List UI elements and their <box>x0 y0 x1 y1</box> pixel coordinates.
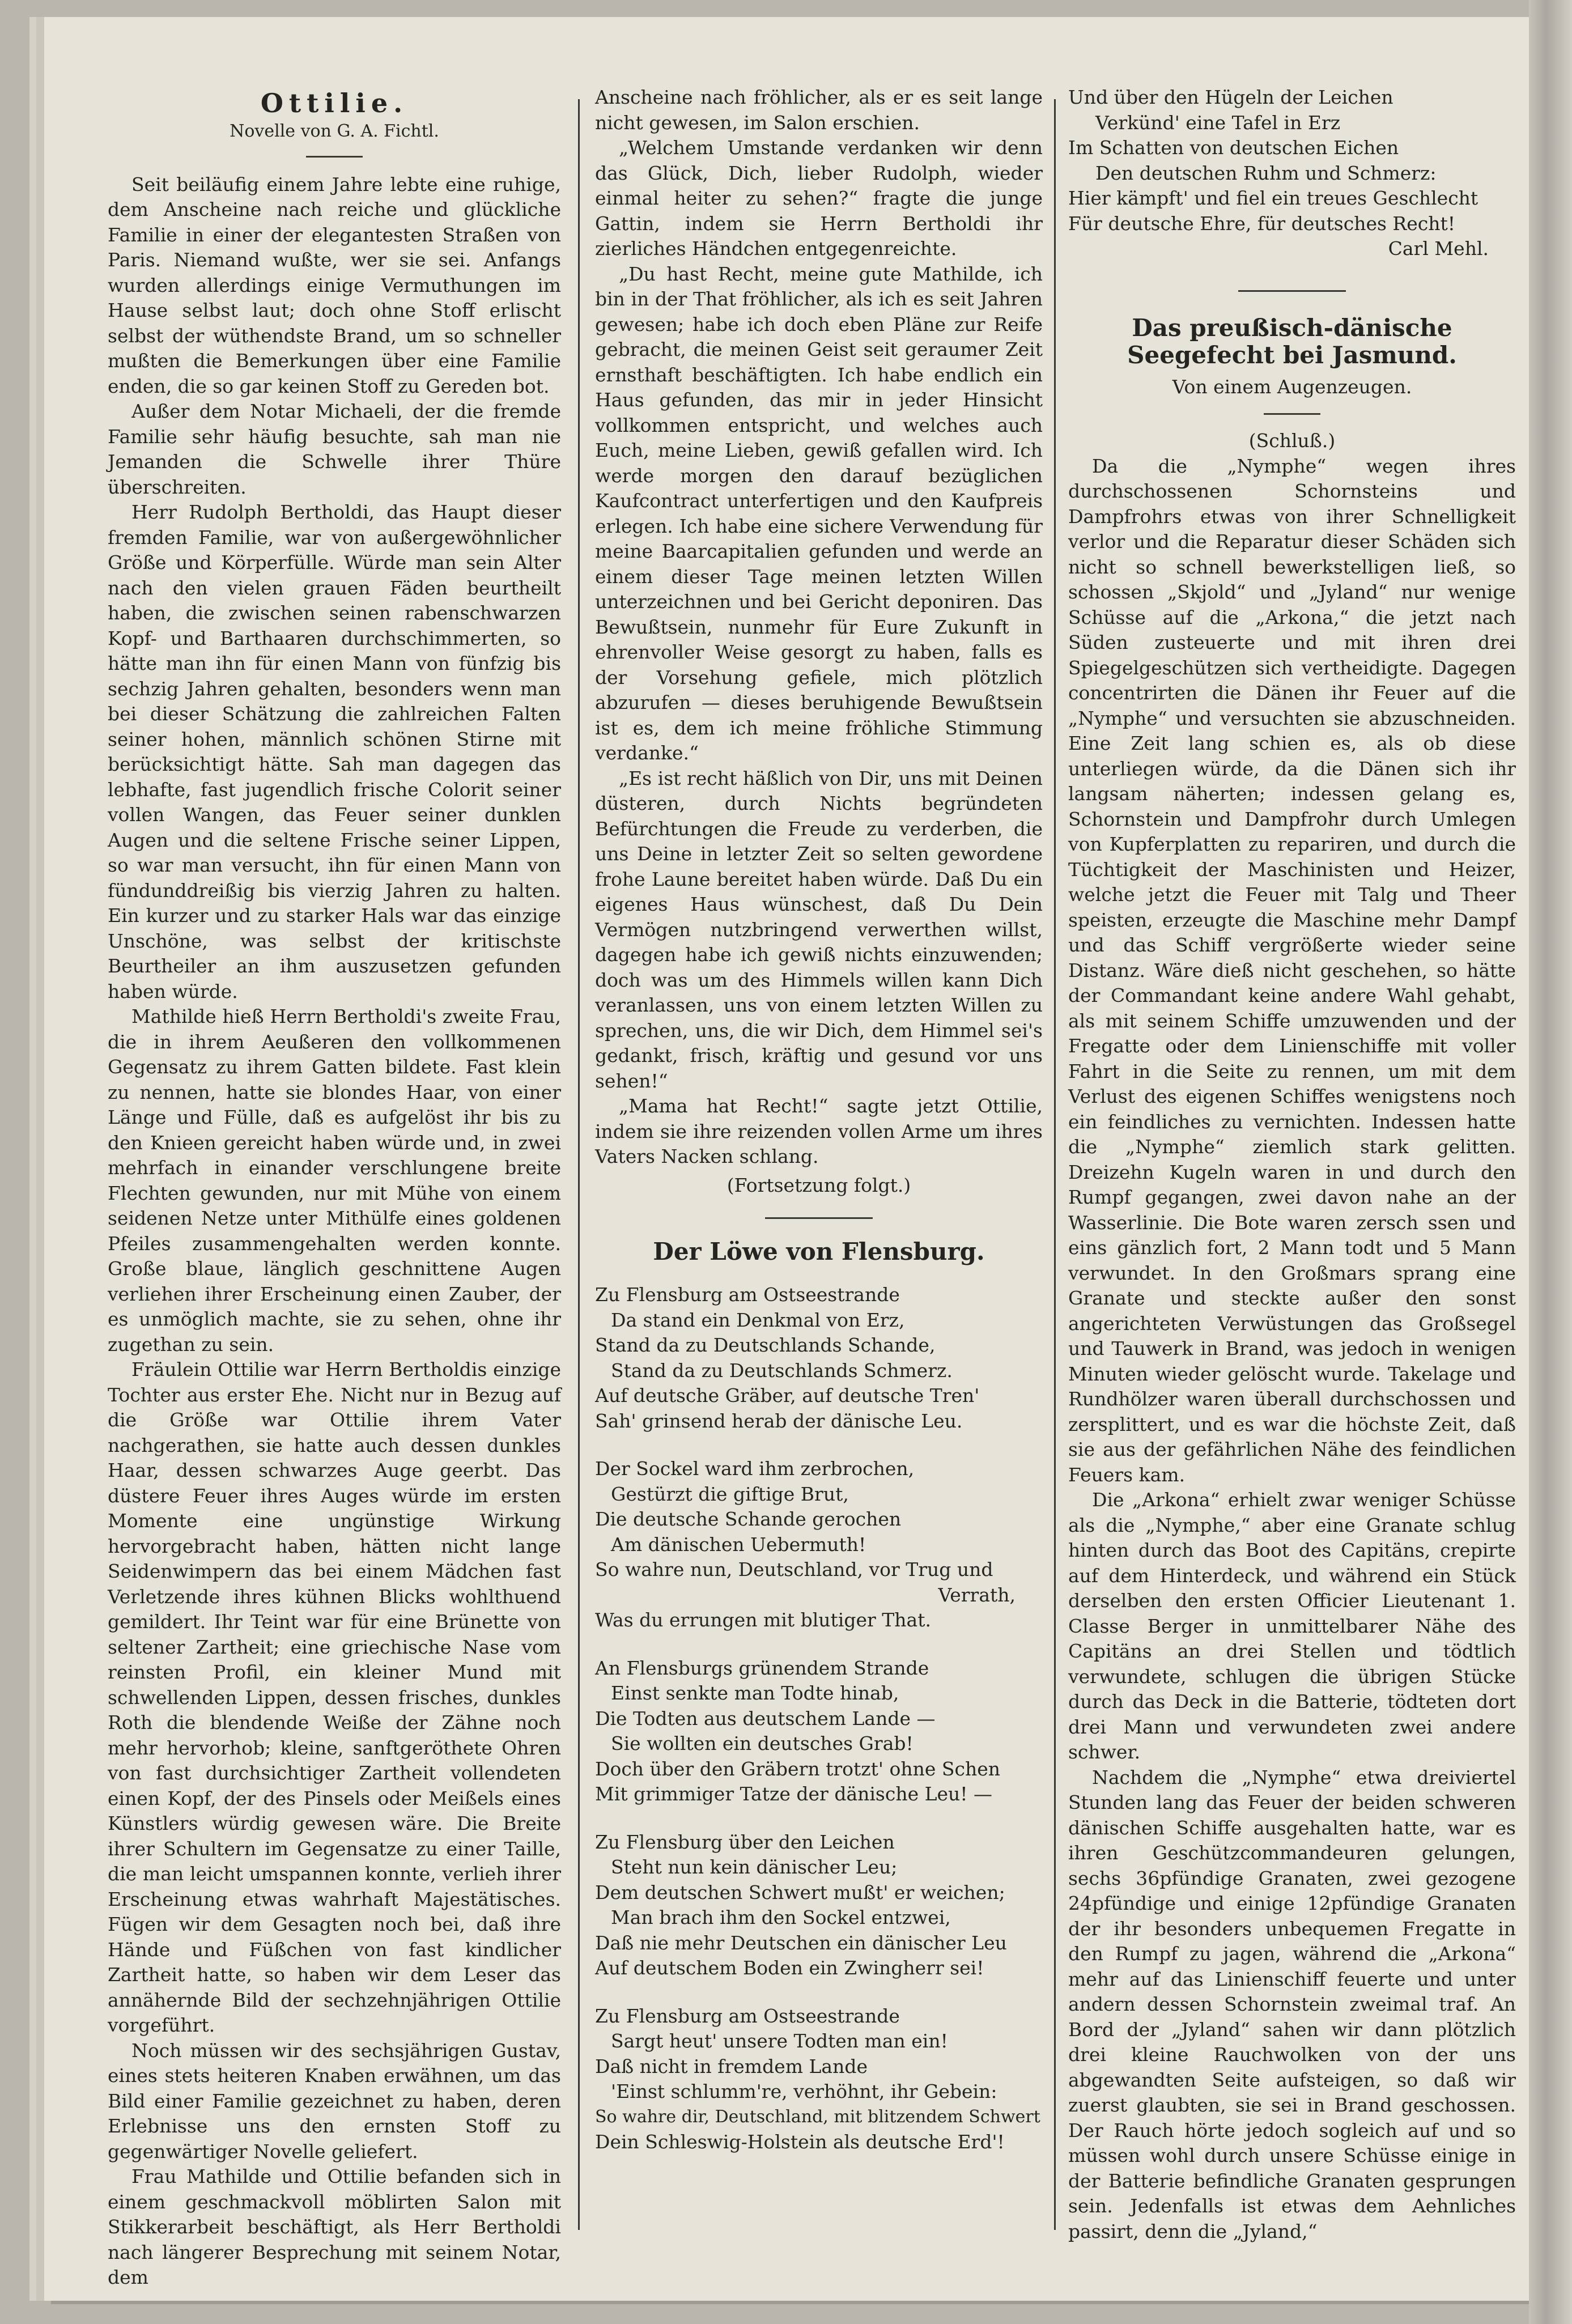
poem-line: Im Schatten von deutschen Eichen <box>1068 137 1399 159</box>
poem <box>595 1282 1043 2155</box>
poem-line: Was du errungen mit blutiger That. <box>595 1609 931 1631</box>
poem-line: Auf deutschem Boden ein Zwingherr sei! <box>595 1957 984 1979</box>
continued-note: (Fortsetzung folgt.) <box>726 1174 911 1196</box>
story-byline: Novelle von G. A. Fichtl. <box>230 121 439 141</box>
paragraph: Nachdem die „Nymphe“ etwa dreiviertel Stunden lang das Feuer der beiden schweren dänischen Schiffe ausgehalten hatte, war es ihren Geschützcommandeuren gelungen, sechs 36pfündige Granaten, zwei gezogene 24pfündige und einige 12pfündige Granaten der ihr besonders unbequemen Fregatte in den Rumpf zu jagen, während die „Arkona“ mehr auf das Linienschiff feuerte und unter andern dessen Schornstein zweimal traf. An Bord der „Jyland“ sahen wir dann plötzlich drei kleine Rauchwolken von der uns abgewandten Seite aufsteigen, so daß wir zuerst glaubten, sie sei in Brand geschossen. Der Rauch hörte jedoch sogleich auf und so müssen wohl durch unsere Schüsse einige in der Batterie befindliche Granaten gesprungen sein. Jedenfalls ist etwas dem Aehnliches passirt, denn die „Jyland,“ <box>1068 1766 1516 2242</box>
poem-line: Und über den Hügeln der Leichen <box>1068 86 1393 108</box>
story-title: Ottilie. <box>260 88 409 118</box>
paragraph: „Welchem Umstande verdanken wir denn das Glück, Dich, lieber Rudolph, wieder einmal heiter zu sehen?“ fragte die junge Gattin, indem sie Herrn Bertholdi ihr zierliches Händchen entgegenreichte. <box>595 137 1043 260</box>
binding-edge <box>1529 0 1572 2324</box>
paragraph: „Es ist recht häßlich von Dir, uns mit Deinen düsteren, durch Nichts begründeten Befürchtungen die Freude zu verderben, die uns Deine in letzter Zeit so selten gewordene frohe Laune bereitet haben würde. Daß Du ein eigenes Haus wünschest, daß Du Dein Vermögen nutzbringend verwerthen willst, dagegen habe ich gewiß nichts einzuwenden; doch was um des Himmels willen kann Dich veranlassen, uns von einem letzten Willen zu sprechen, uns, die wir Dich, dem Himmel sei's gedankt, frisch, kräftig und gesund vor uns sehen!“ <box>595 767 1043 1092</box>
paragraph: „Du hast Recht, meine gute Mathilde, ich bin in der That fröhlicher, als ich es seit Jahren gewesen; habe ich doch eben Pläne zur Reife gebracht, die meinen Geist seit geraumer Zeit ernsthaft beschäftigten. Ich habe endlich ein Haus gefunden, das mir in jeder Hinsicht vollkommen entspricht, und welches auch Euch, meine Lieben, gewiß gefallen wird. Ich werde morgen den darauf bezüglichen Kaufcontract unterfertigen und den Kaufpreis erlegen. Ich habe eine sichere Verwendung für meine Baarcapitalien gefunden und werde an einem dieser Tage meinen letzten Willen unterzeichnen und bei Gericht deponiren. Das Bewußtsein, nunmehr für Eure Zukunft in ehrenvoller Weise gesorgt zu haben, falls es der Vorsehung gefiele, mich plötzlich abzurufen — dieses beruhigende Bewußtsein ist es, dem ich meine fröhliche Stimmung verdanke.“ <box>595 262 1043 764</box>
paragraph: Die „Arkona“ erhielt zwar weniger Schüsse als die „Nymphe,“ aber eine Granate schlug hinten durch das Boot des Capitäns, crepirte auf dem Hinterdeck, und während ein Stück derselben den ersten Officier Lieutenant 1. Classe Berger in unmittelbarer Nähe des Capitäns an drei Stellen und tödtlich verwundete, schlugen die übrigen Stücke durch das Deck in die Batterie, tödteten dort drei Mann und verwundeten zwei andere schwer. <box>1068 1489 1516 1763</box>
poem-stanza <box>595 1656 1043 1807</box>
paragraph: Seit beiläufig einem Jahre lebte eine ruhige, dem Anscheine nach reiche und glückliche Familie in einer der elegantesten Straßen von Paris. Niemand wußte, wer sie sei. Anfangs wurden allerdings einige Vermuthungen im Hause selbst laut; doch ohne Stoff erlischt selbst der wüthendste Brand, um so schneller mußten die Bemerkungen über eine Familie enden, die so gar keinen Stoff zu Gereden bot. <box>108 173 561 397</box>
paragraph: Anscheine nach fröhlicher, als er es seit lange nicht gewesen, im Salon erschien. <box>595 86 1043 134</box>
poem-line: Sah' grinsend herab der dänische Leu. <box>595 1409 963 1432</box>
poem-line: Doch über den Gräbern trotzt' ohne Schen <box>595 1757 1000 1780</box>
article-title: Das preußisch-dänische Seegefecht bei Jasmund. <box>1127 313 1457 369</box>
byline-rule <box>1264 413 1320 415</box>
poem-line: Für deutsche Ehre, für deutsches Recht! <box>1068 212 1456 235</box>
poem-line: Die deutsche Schande gerochen <box>595 1508 902 1530</box>
column-3 <box>1068 85 1516 2244</box>
poem-line: Stand da zu Deutschlands Schande, <box>595 1334 936 1356</box>
poem-line: Man brach ihm den Sockel entzwei, <box>611 1906 951 1928</box>
paragraph: „Mama hat Recht!“ sagte jetzt Ottilie, indem sie ihre reizenden vollen Arme um ihres Vaters Nacken schlang. <box>595 1095 1043 1167</box>
poem-line: Steht nun kein dänischer Leu; <box>611 1856 898 1878</box>
poem-line: Zu Flensburg über den Leichen <box>595 1830 895 1853</box>
poem-line: So wahre nun, Deutschland, vor Trug und <box>595 1558 993 1581</box>
poem-line: Verkünd' eine Tafel in Erz <box>1095 111 1341 134</box>
poem-stanza <box>595 1830 1043 1981</box>
paragraph: Da die „Nymphe“ wegen ihres durchschossenen Schornsteins und Dampfrohrs etwas von ihrer Schnelligkeit verlor und die Reparatur dieser Schäden sich nicht so schnell bewerkstelligen ließ, so schossen „Skjold“ und „Jyland“ nur wenige Schüsse auf die „Arkona,“ die jetzt nach Süden zusteuerte und mit ihren drei Spiegelgeschützen sich vertheidigte. Dagegen concentrirten die Dänen ihr Feuer auf die „Nymphe“ und versuchten sie abzuschneiden. Eine Zeit lang schien es, als ob diese unterliegen würde, da die Dänen sich ihr langsam näherten; indessen gelang es, Schornstein und Dampfrohr durch Umlegen von Kupferplatten zu repariren, und durch die Tüchtigkeit der Maschinisten und Heizer, welche jetzt die Feuer mit Talg und Theer speisten, erzeugte die Maschine mehr Dampf und das Schiff vergrößerte wieder seine Distanz. Wäre dieß nicht geschehen, so hätte der Commandant keine andere Wahl gehabt, als mit seinem Schiffe umzuwenden und der Fregatte oder dem Linienschiffe mit voller Fahrt in die Seite zu rennen, um mit dem Verlust des eigenen Schiffes wenigstens noch ein feindliches zu vernichten. Indessen hatte die „Nymphe“ ziemlich stark gelitten. Dreizehn Kugeln waren in und durch den Rumpf gegangen, zwei davon nahe an der Wasserlinie. Die Bote waren zersch ssen und eins gänzlich fort, 2 Mann todt und 5 Mann verwundet. In den Großmars sprang eine Granate und steckte außer den sonst angerichteten Verwüstungen das Großsegel und Tauwerk in Brand, was jedoch in wenigen Minuten wieder gelöscht wurde. Takelage und Rundhölzer waren überall durchschossen und zersplittert, und es war die höchste Zeit, daß sie aus der gefährlichen Nähe des feindlichen Feuers kam. <box>1068 454 1516 1486</box>
poem-line: Verrath, <box>938 1583 1016 1606</box>
column-1 <box>108 85 561 2291</box>
paragraph: Noch müssen wir des sechsjährigen Gustav, eines stets heiteren Knaben erwähnen, um das Bild einer Familie gezeichnet zu haben, deren Erlebnisse uns den ernsten Stoff zu gegenwärtiger Novelle geliefert. <box>108 2039 561 2162</box>
conclusion-note: (Schluß.) <box>1248 430 1336 452</box>
paragraph: Mathilde hieß Herrn Bertholdi's zweite Frau, die in ihrem Aeußeren den vollkommenen Gegensatz zu ihrem Gatten bildete. Fast klein zu nennen, hatte sie blondes Haar, von einer Länge und Fülle, daß es aufgelöst ihr bis zu den Knieen gereicht haben würde und, in zwei mehrfach in einander verschlungene breite Flechten gewunden, nur mit Mühe von einem seidenen Netze unter Mithülfe eines goldenen Pfeiles zusammengehalten werden konnte. Große blaue, länglich geschnittene Augen verliehen ihrer Erscheinung einen Zauber, der es unmöglich machte, sie zu sehen, ohne ihr zugethan zu sein. <box>108 1005 561 1356</box>
poem-line: Dein Schleswig-Holstein als deutsche Erd'! <box>595 2131 1005 2153</box>
poem-stanza <box>595 2004 1043 2155</box>
poem-line: Sie wollten ein deutsches Grab! <box>611 1732 914 1754</box>
poem-line: Einst senkte man Todte hinab, <box>611 1682 899 1704</box>
title-rule <box>306 156 363 158</box>
paragraph: Außer dem Notar Michaeli, der die fremde Familie sehr häufig besuchte, sah man nie Jemanden die Schwelle ihrer Thüre überschreiten. <box>108 400 561 498</box>
poem-ending <box>1068 85 1516 236</box>
section-rule <box>765 1217 873 1219</box>
poem-line: Hier kämpft' und fiel ein treues Geschlecht <box>1068 187 1478 209</box>
column-rule-2 <box>1054 99 1056 2230</box>
column-2 <box>595 85 1043 2155</box>
poem-line: Daß nie mehr Deutschen ein dänischer Leu <box>595 1931 1007 1954</box>
paragraph: Herr Rudolph Bertholdi, das Haupt dieser fremden Familie, war von außergewöhnlicher Größe und Körperfülle. Würde man sein Alter nach den vielen grauen Fäden beurtheilt haben, die zwischen seinen rabenschwarzen Kopf- und Barthaaren durchschimmerten, so hätte man ihn für einen Mann von fünfzig bis sechzig Jahren gehalten, besonders wenn man bei dieser Schätzung die zahlreichen Falten seiner hohen, männlich schönen Stirne mit berücksichtigt hätte. Sah man dagegen das lebhafte, fast jugendlich frische Colorit seiner vollen Wangen, das Feuer seiner dunklen Augen und die seltene Frische seiner Lippen, so war man versucht, ihn für einen Mann von fündunddreißig bis vierzig Jahren zu halten. Ein kurzer und zu starker Hals war das einzige Unschöne, was selbst der kritischste Beurtheiler an ihm auszusetzen gefunden haben würde. <box>108 501 561 1002</box>
poem-line: Den deutschen Ruhm und Schmerz: <box>1095 162 1437 184</box>
poem-line: An Flensburgs grünendem Strande <box>595 1656 929 1679</box>
poem-line: Daß nicht in fremdem Lande <box>595 2055 868 2077</box>
paragraph: Fräulein Ottilie war Herrn Bertholdis einzige Tochter aus erster Ehe. Nicht nur in Bezug auf die Größe war Ottilie ihrem Vater nachgerathen, sie hatte auch dessen dunkles Haar, dessen schwarzes Auge geerbt. Das düstere Feuer ihres Auges würde im ersten Momente eine ungünstige Wirkung hervorgebracht haben, hätten nicht lange Seidenwimpern das bei einem Mädchen fast Verletzende ihres kühnen Blicks wohlthuend gemildert. Ihr Teint war für eine Brünette von seltener Zartheit; eine griechische Nase vom reinsten Profil, ein kleiner Mund mit schwellenden Lippen, dessen frisches, dunkles Roth die blendende Weiße der Zähne noch mehr hervorhob; kleine, sanftgeröthete Ohren von fast durchsichtiger Zartheit vollendeten einen Kopf, der des Pinsels oder Meißels eines Künstlers würdig gewesen wäre. Die Breite ihrer Schultern im Gegensatze zu einer Taille, die man leicht umspannen konnte, verlieh ihrer Erscheinung etwas wahrhaft Majestätisches. Fügen wir dem Gesagten noch bei, daß ihre Hände und Füßchen von fast kindlicher Zartheit hatte, so haben wir dem Leser das annähernde Bild der sechzehnjährigen Ottilie vorgeführt. <box>108 1358 561 2036</box>
poem-author: Carl Mehl. <box>1388 237 1489 260</box>
poem-line: Da stand ein Denkmal von Erz, <box>611 1308 905 1331</box>
poem-line: Sargt heut' unsere Todten man ein! <box>611 2030 948 2052</box>
article-byline: Von einem Augenzeugen. <box>1172 375 1412 398</box>
poem-line: Gestürzt die giftige Brut, <box>611 1482 849 1505</box>
column-rule-1 <box>578 99 580 2230</box>
paragraph: Frau Mathilde und Ottilie befanden sich in einem geschmackvoll möblirten Salon mit Stikkerarbeit beschäftigt, als Herr Bertholdi nach längerer Besprechung mit seinem Notar, dem <box>108 2165 561 2288</box>
poem-stanza <box>595 1282 1043 1434</box>
poem-line: Dem deutschen Schwert mußt' er weichen; <box>595 1881 1005 1904</box>
poem-line: So wahre dir, Deutschland, mit blitzendem Schwert <box>595 2106 1040 2127</box>
poem-line: Zu Flensburg am Ostseestrande <box>595 2004 900 2027</box>
poem-line: Auf deutsche Gräber, auf deutsche Tren' <box>595 1384 980 1407</box>
poem-line: Stand da zu Deutschlands Schmerz. <box>611 1359 953 1382</box>
poem-line: Mit grimmiger Tatze der dänische Leu! — <box>595 1783 993 1805</box>
poem-stanza <box>595 1456 1043 1633</box>
poem-line: Die Todten aus deutschem Lande — <box>595 1707 936 1730</box>
poem-line: Zu Flensburg am Ostseestrande <box>595 1284 900 1306</box>
poem-line: Am dänischen Uebermuth! <box>611 1533 866 1556</box>
poem-line: Der Sockel ward ihm zerbrochen, <box>595 1458 915 1480</box>
poem-title: Der Löwe von Flensburg. <box>653 1238 985 1265</box>
poem-line: 'Einst schlumm're, verhöhnt, ihr Gebein: <box>611 2080 997 2102</box>
section-rule <box>1238 290 1346 292</box>
